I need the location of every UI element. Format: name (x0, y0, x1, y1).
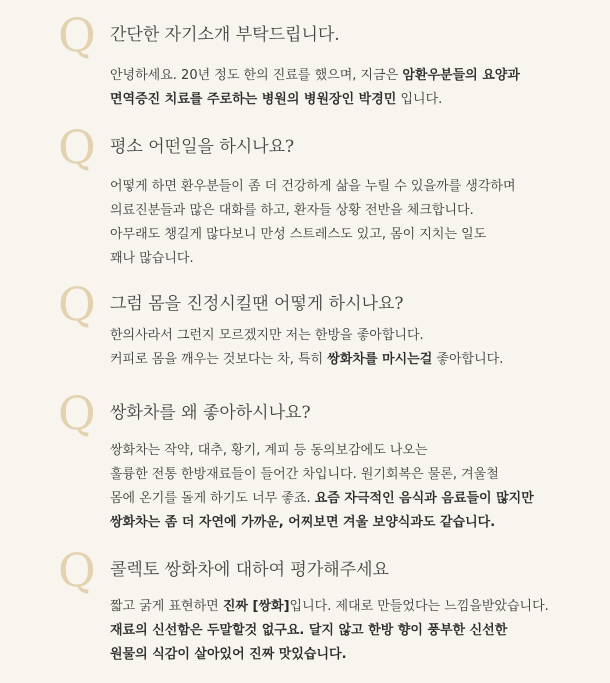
answer-line (110, 348, 580, 372)
answer-line (110, 247, 580, 271)
answer-line (110, 511, 580, 535)
qa-block-2 (0, 120, 610, 266)
answer-line (110, 463, 580, 487)
answer-text: 한의사라서 그런지 모르겠지만 저는 한방을 좋아합니다. (110, 328, 424, 343)
answer-line (110, 643, 580, 667)
answer-text: 어떻게 하면 환우분들이 좀 더 건강하게 삶을 누릴 수 있을까를 생각하며 (110, 179, 516, 194)
answer-emphasis: 면역증진 치료를 주로하는 병원의 병원장인 박경민 (110, 92, 397, 107)
question-row (0, 386, 610, 440)
answer-text: 훌륭한 전통 한방재료들이 들어간 차입니다. 원기회복은 물론, 겨울철 (110, 467, 499, 482)
answer (110, 324, 580, 372)
answer (110, 595, 580, 667)
qa-block-4 (0, 386, 610, 530)
answer-emphasis: 진짜 [쌍화] (222, 599, 290, 614)
answer-line (110, 487, 580, 511)
answer-line (110, 175, 580, 199)
question-text: 간단한 자기소개 부탁드립니다. (110, 25, 340, 45)
answer-text: 짧고 굵게 표현하면 (110, 599, 223, 614)
question-text: 콜렉토 쌍화차에 대하여 평가해주세요 (110, 560, 389, 580)
question-row (0, 277, 610, 331)
answer-text: 입니다. (396, 92, 443, 107)
q-mark: Q (58, 277, 96, 331)
answer-text: 안녕하세요. 20년 정도 한의 진료를 했으며, 지금은 (110, 68, 403, 83)
answer-line (110, 199, 580, 223)
answer-text: 꽤나 많습니다. (110, 251, 194, 266)
answer-line (110, 223, 580, 247)
answer (110, 439, 580, 535)
question-row (0, 120, 610, 174)
qa-block-3 (0, 277, 610, 367)
answer-text: 의료진분들과 많은 대화를 하고, 환자들 상황 전반을 체크합니다. (110, 203, 474, 218)
answer-text: 커피로 몸을 깨우는 것보다는 차, 특히 (110, 352, 328, 367)
question-row (0, 543, 610, 597)
qa-block-1 (0, 8, 610, 107)
q-mark: Q (58, 543, 96, 597)
answer-text: 아무래도 챙길게 많다보니 만성 스트레스도 있고, 몸이 지치는 일도 (110, 227, 487, 242)
answer-line (110, 595, 580, 619)
answer-emphasis: 쌍화차는 좀 더 자연에 가까운, 어찌보면 겨울 보양식과도 같습니다. (110, 515, 496, 530)
question-row (0, 8, 610, 62)
answer-emphasis: 요즘 자극적인 음식과 음료들이 많지만 (314, 491, 534, 506)
q-mark: Q (58, 120, 96, 174)
answer (110, 175, 580, 271)
answer-line (110, 88, 580, 112)
answer-emphasis: 쌍화차를 마시는걸 (327, 352, 433, 367)
answer-line (110, 324, 580, 348)
answer-text: 좋아합니다. (432, 352, 504, 367)
question-text: 평소 어떤일을 하시나요? (110, 137, 295, 157)
qa-block-5 (0, 543, 610, 662)
q-mark: Q (58, 386, 96, 440)
answer-line (110, 619, 580, 643)
question-text: 그럼 몸을 진정시킬땐 어떻게 하시나요? (110, 294, 404, 314)
answer (110, 64, 580, 112)
answer-emphasis: 암환우분들의 요양과 (402, 68, 520, 83)
q-mark: Q (58, 8, 96, 62)
answer-text: 쌍화차는 작약, 대추, 황기, 계피 등 동의보감에도 나오는 (110, 443, 428, 458)
answer-line (110, 439, 580, 463)
question-text: 쌍화차를 왜 좋아하시나요? (110, 403, 311, 423)
answer-emphasis: 원물의 식감이 살아있어 진짜 맛있습니다. (110, 647, 347, 662)
answer-line (110, 64, 580, 88)
answer-text: 몸에 온기를 돌게 하기도 너무 좋죠. (110, 491, 315, 506)
answer-emphasis: 재료의 신선함은 두말할것 없구요. 달지 않고 한방 향이 풍부한 신선한 (110, 623, 508, 638)
answer-text: 입니다. 제대로 만들었다는 느낌을받았습니다. (289, 599, 549, 614)
